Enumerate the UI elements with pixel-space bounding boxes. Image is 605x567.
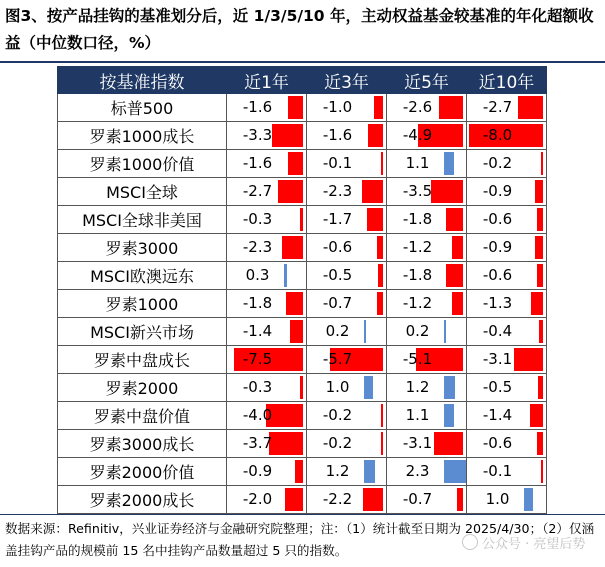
value-cell: [387, 122, 467, 150]
column-header: 近5年: [387, 67, 467, 94]
value-label: -5.1: [402, 350, 433, 368]
value-cell: [387, 318, 467, 346]
value-cell: [227, 430, 307, 458]
watermark: [462, 533, 585, 552]
value-label: -0.9: [482, 238, 513, 256]
value-cell: [227, 94, 307, 122]
value-label: -2.3: [242, 238, 273, 256]
value-cell: [387, 430, 467, 458]
value-label: -0.7: [322, 294, 353, 312]
value-cell: [227, 318, 307, 346]
value-label: 1.0: [485, 490, 510, 508]
value-label: -0.7: [402, 490, 433, 508]
value-label: -0.1: [482, 462, 513, 480]
value-label: -1.6: [242, 98, 273, 116]
figure-title: 图3、按产品挂钩的基准划分后，近 1/3/5/10 年，主动权益基金较基准的年化超额收益（中位数口径，%）: [5, 7, 594, 52]
table-row: [58, 318, 547, 346]
value-label: -2.2: [322, 490, 353, 508]
value-label: -1.4: [242, 322, 273, 340]
value-label: -3.5: [402, 182, 433, 200]
value-label: -0.9: [482, 182, 513, 200]
value-cell: [387, 150, 467, 178]
value-cell: [227, 178, 307, 206]
value-label: -1.6: [322, 126, 353, 144]
value-cell: [467, 150, 547, 178]
value-cell: [307, 346, 387, 374]
value-cell: [467, 262, 547, 290]
value-cell: [467, 122, 547, 150]
value-label: -3.3: [242, 126, 273, 144]
value-cell: [467, 94, 547, 122]
value-cell: [307, 94, 387, 122]
value-label: 0.2: [405, 322, 430, 340]
value-label: -2.7: [242, 182, 273, 200]
wechat-icon: [462, 534, 478, 550]
value-label: -0.2: [322, 434, 353, 452]
excess-return-table: [57, 66, 547, 514]
column-header: 近10年: [467, 67, 547, 94]
value-label: -0.2: [322, 406, 353, 424]
value-cell: [227, 486, 307, 514]
column-header: 近1年: [227, 67, 307, 94]
value-label: -0.3: [242, 378, 273, 396]
value-cell: [307, 234, 387, 262]
value-label: -0.4: [482, 322, 513, 340]
value-cell: [227, 374, 307, 402]
value-label: 1.0: [325, 378, 350, 396]
value-cell: [307, 486, 387, 514]
table-row: [58, 458, 547, 486]
value-cell: [387, 346, 467, 374]
value-label: -0.9: [242, 462, 273, 480]
value-label: -4.0: [242, 406, 273, 424]
value-cell: [387, 206, 467, 234]
source-note: 数据来源：Refinitiv，兴业证券经济与金融研究院整理；注：（1）统计截至日期为 2025/4/30；（2）仅涵盖挂钩产品的规模前 15 名中挂钩产品数量超过 5 只的指数。: [5, 521, 595, 558]
table-row: [58, 206, 547, 234]
value-label: -1.7: [322, 210, 353, 228]
value-label: 0.3: [245, 266, 270, 284]
table-row: [58, 262, 547, 290]
table-row: [58, 346, 547, 374]
footer-divider: [0, 514, 605, 515]
title-divider: [0, 61, 605, 63]
value-cell: [387, 234, 467, 262]
value-label: -3.7: [242, 434, 273, 452]
value-cell: [307, 290, 387, 318]
table-row: [58, 150, 547, 178]
value-cell: [307, 178, 387, 206]
value-cell: [467, 178, 547, 206]
value-label: -0.1: [322, 154, 353, 172]
index-name-cell: 罗素1000成长: [58, 122, 227, 150]
value-label: -1.8: [402, 210, 433, 228]
value-label: -4.9: [402, 126, 433, 144]
value-cell: [227, 402, 307, 430]
value-cell: [307, 150, 387, 178]
value-cell: [307, 262, 387, 290]
table-row: [58, 486, 547, 514]
index-name-cell: 罗素中盘价值: [58, 402, 227, 430]
value-label: -2.7: [482, 98, 513, 116]
value-label: -1.0: [322, 98, 353, 116]
value-label: 1.2: [405, 378, 430, 396]
value-label: -0.6: [482, 434, 513, 452]
value-cell: [467, 290, 547, 318]
value-label: -2.3: [322, 182, 353, 200]
value-label: -1.2: [402, 238, 433, 256]
value-label: -2.0: [242, 490, 273, 508]
index-name-cell: MSCI全球: [58, 178, 227, 206]
value-cell: [307, 458, 387, 486]
value-label: -0.3: [242, 210, 273, 228]
index-name-cell: 罗素1000: [58, 290, 227, 318]
value-label: -3.1: [402, 434, 433, 452]
value-label: -0.6: [482, 266, 513, 284]
table-row: [58, 402, 547, 430]
value-cell: [467, 402, 547, 430]
value-label: -0.5: [322, 266, 353, 284]
value-cell: [227, 206, 307, 234]
index-name-cell: 罗素2000成长: [58, 486, 227, 514]
index-name-cell: 罗素3000: [58, 234, 227, 262]
column-header: 按基准指数: [58, 67, 227, 94]
value-label: 1.1: [405, 406, 430, 424]
value-label: -0.5: [482, 378, 513, 396]
value-cell: [227, 290, 307, 318]
value-cell: [387, 374, 467, 402]
index-name-cell: MSCI新兴市场: [58, 318, 227, 346]
value-label: 2.3: [405, 462, 430, 480]
value-label: -1.8: [402, 266, 433, 284]
value-label: -5.7: [322, 350, 353, 368]
value-cell: [227, 150, 307, 178]
value-label: -1.4: [482, 406, 513, 424]
index-name-cell: MSCI欧澳远东: [58, 262, 227, 290]
table-header-row: [58, 67, 547, 94]
value-cell: [387, 290, 467, 318]
value-cell: [387, 262, 467, 290]
value-label: -0.2: [482, 154, 513, 172]
table-row: [58, 178, 547, 206]
value-cell: [387, 178, 467, 206]
index-name-cell: MSCI全球非美国: [58, 206, 227, 234]
value-cell: [467, 346, 547, 374]
table-row: [58, 122, 547, 150]
index-name-cell: 罗素中盘成长: [58, 346, 227, 374]
value-label: -1.3: [482, 294, 513, 312]
value-label: 0.2: [325, 322, 350, 340]
table-row: [58, 94, 547, 122]
value-cell: [467, 430, 547, 458]
value-cell: [387, 458, 467, 486]
value-label: -1.2: [402, 294, 433, 312]
value-cell: [307, 122, 387, 150]
value-label: -1.6: [242, 154, 273, 172]
value-cell: [467, 374, 547, 402]
value-cell: [387, 94, 467, 122]
table-row: [58, 234, 547, 262]
value-cell: [307, 206, 387, 234]
value-cell: [467, 486, 547, 514]
value-cell: [467, 318, 547, 346]
value-cell: [307, 402, 387, 430]
value-label: -3.1: [482, 350, 513, 368]
value-label: -0.6: [322, 238, 353, 256]
value-cell: [227, 262, 307, 290]
value-label: -0.6: [482, 210, 513, 228]
value-label: -7.5: [242, 350, 273, 368]
value-label: -1.8: [242, 294, 273, 312]
column-header: 近3年: [307, 67, 387, 94]
table-row: [58, 430, 547, 458]
value-cell: [467, 234, 547, 262]
value-cell: [307, 430, 387, 458]
index-name-cell: 罗素2000价值: [58, 458, 227, 486]
table-row: [58, 290, 547, 318]
value-cell: [227, 122, 307, 150]
value-cell: [387, 402, 467, 430]
value-label: -8.0: [482, 126, 513, 144]
value-cell: [227, 346, 307, 374]
value-cell: [227, 234, 307, 262]
watermark-text: 公众号 · 亮望后势: [482, 537, 586, 552]
value-label: 1.2: [325, 462, 350, 480]
value-cell: [467, 206, 547, 234]
value-cell: [467, 458, 547, 486]
value-cell: [307, 374, 387, 402]
value-cell: [387, 486, 467, 514]
index-name-cell: 罗素3000成长: [58, 430, 227, 458]
table-row: [58, 374, 547, 402]
value-label: 1.1: [405, 154, 430, 172]
value-cell: [307, 318, 387, 346]
index-name-cell: 罗素2000: [58, 374, 227, 402]
index-name-cell: 罗素1000价值: [58, 150, 227, 178]
value-cell: [227, 458, 307, 486]
index-name-cell: 标普500: [58, 94, 227, 122]
value-label: -2.6: [402, 98, 433, 116]
